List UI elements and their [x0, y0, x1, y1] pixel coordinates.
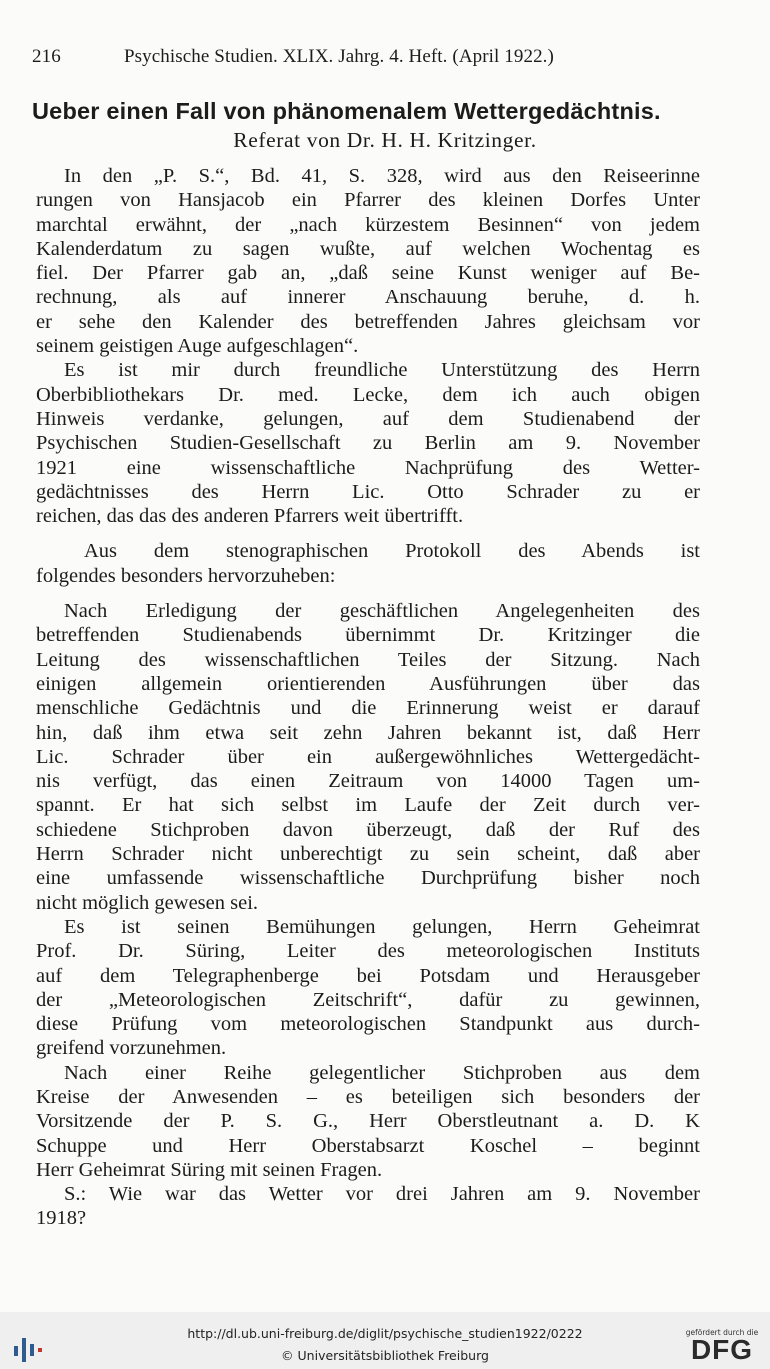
paragraph-gap: [36, 528, 700, 539]
text-line: fiel. Der Pfarrer gab an, „daß seine Kunst weniger auf Be-: [36, 262, 700, 285]
text-line: diese Prüfung vom meteorologischen Standpunkt aus durch-: [36, 1013, 700, 1036]
dfg-wordmark: DFG: [690, 1334, 754, 1365]
text-line: 1918?: [36, 1207, 87, 1230]
article-title: Ueber einen Fall von phänomenalem Wettergedächtnis.: [32, 98, 661, 124]
dfg-caption: gefördert durch die: [685, 1328, 759, 1337]
running-title: Psychische Studien. XLIX. Jahrg. 4. Heft. (April 1922.): [124, 46, 554, 67]
running-header: [32, 46, 732, 70]
text-line: Oberbibliothekars Dr. med. Lecke, dem ich auch obigen: [36, 383, 700, 406]
document-url-link[interactable]: http://dl.ub.uni-freiburg.de/diglit/psychische_studien1922/0222: [187, 1326, 583, 1341]
text-line: Kreise der Anwesenden – es beteiligen sich besonders der: [36, 1085, 700, 1108]
text-line: greifend vorzunehmen.: [36, 1037, 227, 1060]
text-line: rechnung, als auf innerer Anschauung beruhe, d. h.: [36, 286, 700, 309]
text-line: Aus dem stenographischen Protokoll des Abends ist: [84, 540, 700, 563]
text-line: Leitung des wissenschaftlichen Teiles der Sitzung. Nach: [36, 648, 700, 671]
text-line: In den „P. S.“, Bd. 41, S. 328, wird aus den Reiseerinne: [64, 165, 700, 187]
text-line: hin, daß ihm etwa seit zehn Jahren bekannt ist, daß Herr: [36, 721, 700, 744]
text-line: betreffenden Studienabends übernimmt Dr. Kritzinger die: [36, 624, 700, 647]
text-line: seinem geistigen Auge aufgeschlagen“.: [36, 335, 359, 358]
text-line: Vorsitzende der P. S. G., Herr Oberstleutnant a. D. K: [36, 1110, 700, 1133]
text-line: auf dem Telegraphenberge bei Potsdam und Herausgeber: [36, 964, 700, 987]
article-byline: Referat von Dr. H. H. Kritzinger.: [233, 128, 537, 152]
text-line: einigen allgemein orientierenden Ausführungen über das: [36, 672, 700, 695]
text-line: eine umfassende wissenschaftliche Durchprüfung bisher noch: [36, 867, 700, 890]
text-line: Es ist seinen Bemühungen gelungen, Herrn Geheimrat: [64, 915, 700, 938]
viewer-footer: [0, 1312, 770, 1369]
copyright-notice: © Universitätsbibliothek Freiburg: [281, 1348, 489, 1363]
text-line: reichen, das das des anderen Pfarrers weit übertrifft.: [36, 505, 464, 528]
text-line: schiedene Stichproben davon überzeugt, daß der Ruf des: [36, 818, 700, 841]
text-line: Prof. Dr. Süring, Leiter des meteorologischen Instituts: [36, 940, 700, 963]
dfg-logo: [680, 1328, 764, 1368]
text-line: Herrn Schrader nicht unberechtigt zu sein scheint, daß aber: [36, 843, 700, 866]
text-line: rungen von Hansjacob ein Pfarrer des kleinen Dorfes Unter: [36, 189, 700, 212]
text-line: Lic. Schrader über ein außergewöhnliches Wettergedächt-: [36, 745, 700, 768]
text-line: Es ist mir durch freundliche Unterstützung des Herrn: [64, 359, 700, 382]
page-number: 216: [32, 46, 61, 67]
text-line: Nach einer Reihe gelegentlicher Stichproben aus dem: [64, 1061, 700, 1084]
text-line: Hinweis verdanke, gelungen, auf dem Studienabend der: [36, 407, 700, 430]
text-line: menschliche Gedächtnis und die Erinnerung weist er darauf: [36, 697, 700, 720]
text-line: gedächtnisses des Herrn Lic. Otto Schrader zu er: [36, 480, 700, 503]
text-line: spannt. Er hat sich selbst im Laufe der Zeit durch ver-: [36, 794, 700, 817]
paragraph-gap: [36, 588, 700, 599]
text-line: S.: Wie war das Wetter vor drei Jahren am 9. November: [64, 1183, 700, 1206]
text-line: Kalenderdatum zu sagen wußte, auf welchen Wochentag es: [36, 237, 700, 260]
text-line: nicht möglich gewesen sei.: [36, 891, 259, 914]
text-line: 1921 eine wissenschaftliche Nachprüfung des Wetter-: [36, 456, 700, 479]
text-line: Psychischen Studien-Gesellschaft zu Berlin am 9. November: [36, 432, 700, 455]
text-line: nis verfügt, das einen Zeitraum von 14000 Tagen um-: [36, 770, 700, 793]
text-line: er sehe den Kalender des betreffenden Jahres gleichsam vor: [36, 310, 700, 333]
text-line: Nach Erledigung der geschäftlichen Angelegenheiten des: [64, 600, 700, 623]
article-body: [36, 164, 700, 1231]
text-line: der „Meteorologischen Zeitschrift“, dafür zu gewinnen,: [36, 988, 700, 1011]
text-line: Herr Geheimrat Süring mit seinen Fragen.: [36, 1158, 383, 1181]
text-line: folgendes besonders hervorzuheben:: [36, 564, 336, 587]
text-line: Schuppe und Herr Oberstabsarzt Koschel – beginnt: [36, 1134, 700, 1157]
text-line: marchtal erwähnt, der „nach kürzestem Besinnen“ von jedem: [36, 213, 700, 236]
